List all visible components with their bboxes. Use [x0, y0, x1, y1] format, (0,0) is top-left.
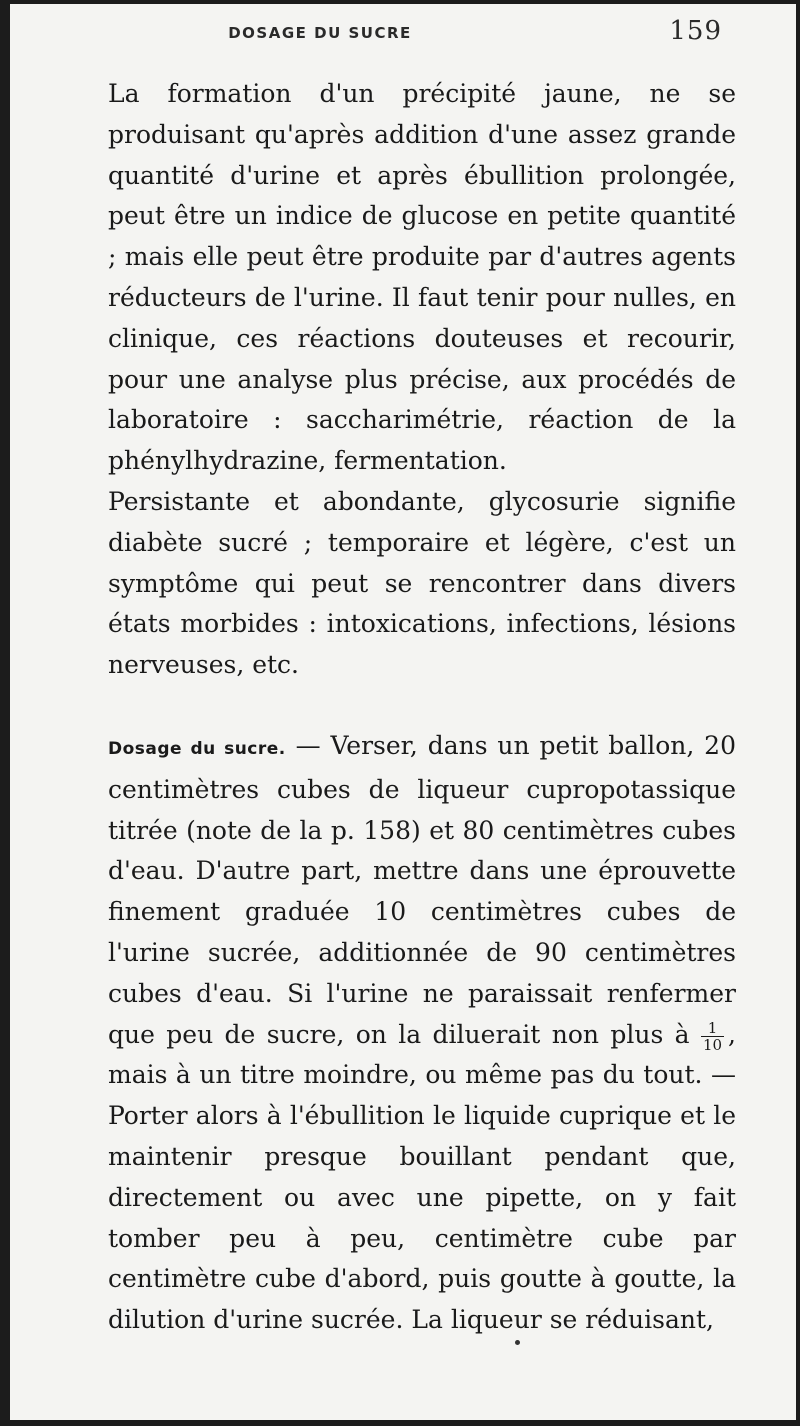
paragraph-glucose-indication: La formation d'un précipité jaune, ne se produisant qu'après addition d'une assez grande quantité d'urine et après ébullition prolongée, peut être un indice de glucose en petite quantité ; mais elle peut être produite par d'autres agents réducteurs de l'urine. Il faut tenir pour nulles, en clinique, ces réactions douteuses et recourir, pour une analyse plus précise, aux procédés de laboratoire : saccharimétrie, réaction de la phénylhydrazine, fermentation. [108, 79, 736, 476]
body-text [108, 74, 736, 1341]
paragraph-sugar-dosage [108, 726, 736, 1341]
section-gap [108, 686, 736, 726]
fraction-numerator: 1 [701, 1020, 724, 1037]
fraction-one-tenth [701, 1020, 724, 1053]
section-heading: Dosage du sucre. [108, 738, 286, 759]
running-head [10, 16, 796, 50]
running-head-title: DOSAGE DU SUCRE [228, 24, 412, 42]
page-number: 159 [669, 16, 722, 46]
paragraph-glycosuria-meaning: Persistante et abondante, glycosurie signifie diabète sucré ; temporaire et légère, c'est un symptôme qui peut se rencontrer dans divers états morbides : intoxications, infections, lésions nerveuses, etc. [108, 486, 736, 680]
book-page [10, 4, 796, 1420]
dosage-text-part1: — Verser, dans un petit ballon, 20 centimètres cubes de liqueur cupropotassique titrée (note de la p. 158) et 80 centimètres cubes d'eau. D'autre part, mettre dans une éprouvette finement graduée 10 centimètres cubes de l'urine sucrée, additionnée de 90 centimètres cubes d'eau. Si l'urine ne paraissait renfermer que peu de sucre, on la diluerait non plus à [108, 730, 736, 1049]
ink-speck [515, 1340, 520, 1345]
dosage-text-part2: , mais à un titre moindre, ou même pas du tout. — Porter alors à l'ébullition le liquide cuprique et le maintenir presque bouillant pendant que, directement ou avec une pipette, on y fait tomber peu à peu, centimètre cube par centimètre cube d'abord, puis goutte à goutte, la dilution d'urine sucrée. La liqueur se réduisant, [108, 1019, 736, 1335]
fraction-denominator: 10 [702, 1035, 723, 1054]
